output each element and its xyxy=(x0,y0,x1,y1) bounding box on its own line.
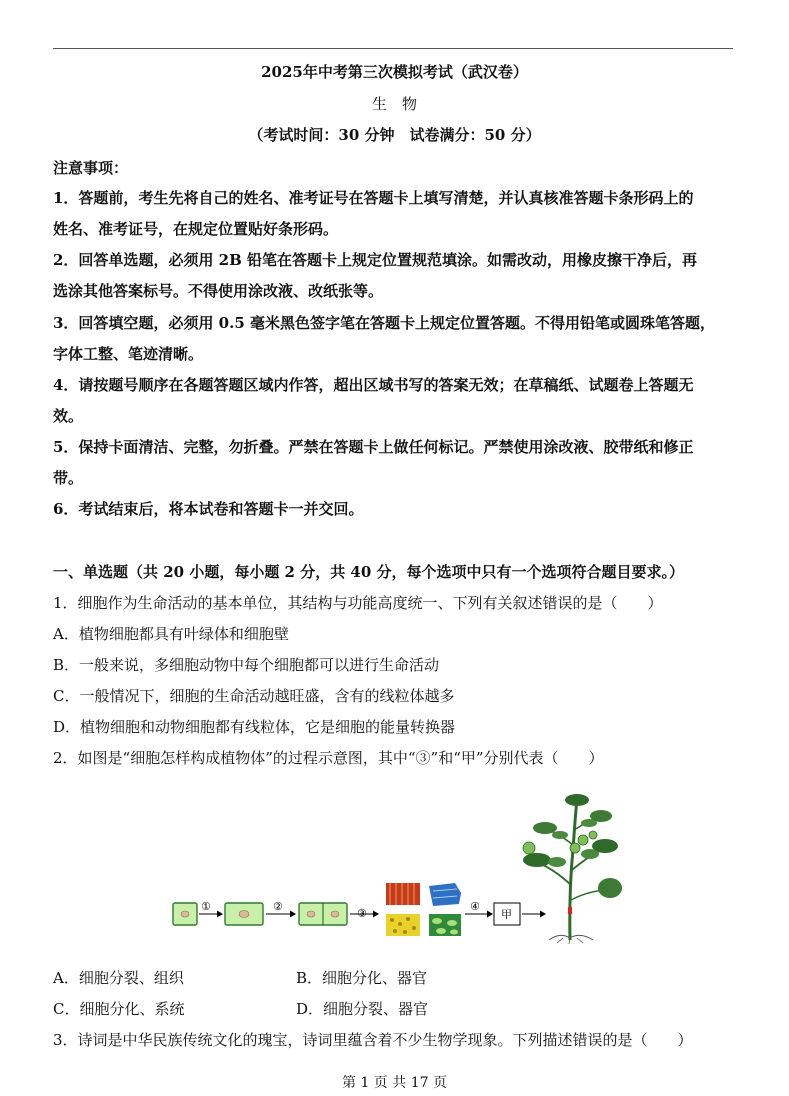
note-line: 带。 xyxy=(53,469,84,487)
note-line: 字体工整、笔迹清晰。 xyxy=(53,345,204,363)
exam-meta: （考试时间：30 分钟 试卷满分：50 分） xyxy=(248,126,541,144)
question-2-option-d: D．细胞分裂、器官 xyxy=(296,1000,429,1018)
question-1-option-d: D．植物细胞和动物细胞都有线粒体，它是细胞的能量转换器 xyxy=(53,718,456,736)
note-line: 2．回答单选题，必须用 2B 铅笔在答题卡上规定位置规范填涂。如需改动，用橡皮擦干净后，再 xyxy=(53,251,698,269)
note-line: 姓名、准考证号，在规定位置贴好条形码。 xyxy=(53,220,339,238)
growing-cell-illustration xyxy=(225,903,263,925)
tissue-samples-illustration xyxy=(386,883,461,936)
question-1-stem: 1．细胞作为生命活动的基本单位，其结构与功能高度统一、下列有关叙述错误的是（ ） xyxy=(53,594,663,612)
question-3-stem: 3．诗词是中华民族传统文化的瑰宝，诗词里蕴含着不少生物学现象。下列描述错误的是（ ） xyxy=(53,1031,693,1049)
step-label-3: ③ xyxy=(357,907,367,920)
subject-title: 生 物 xyxy=(371,95,417,113)
note-line: 6．考试结束后，将本试卷和答题卡一并交回。 xyxy=(53,500,364,518)
exam-title: 2025年中考第三次模拟考试（武汉卷） xyxy=(261,63,528,81)
step-label-1: ① xyxy=(201,900,211,913)
question-2-option-b: B．细胞分化、器官 xyxy=(296,969,428,987)
note-line: 5．保持卡面清洁、完整，勿折叠。严禁在答题卡上做任何标记。严禁使用涂改液、胶带纸和修正 xyxy=(53,438,694,456)
question-2-option-c: C．细胞分化、系统 xyxy=(53,1000,185,1018)
notes-heading: 注意事项： xyxy=(53,159,129,177)
step-label-4: ④ xyxy=(470,900,480,913)
single-cell-illustration xyxy=(173,903,197,925)
divided-cells-illustration xyxy=(299,903,347,925)
question-2-stem: 2．如图是“细胞怎样构成植物体”的过程示意图，其中“③”和“甲”分别代表（ ） xyxy=(53,749,604,767)
note-line: 选涂其他答案标号。不得使用涂改液、改纸张等。 xyxy=(53,282,384,300)
question-2-figure xyxy=(165,790,635,950)
note-line: 3．回答填空题，必须用 0.5 毫米黑色签字笔在答题卡上规定位置答题。不得用铅笔或圆珠笔答题， xyxy=(53,314,715,332)
note-line: 4．请按题号顺序在各题答题区域内作答，超出区域书写的答案无效；在草稿纸、试题卷上答题无 xyxy=(53,376,694,394)
top-rule xyxy=(53,48,733,49)
question-1-option-a: A．植物细胞都具有叶绿体和细胞壁 xyxy=(53,625,289,643)
page-footer: 第 1 页 共 17 页 xyxy=(342,1075,447,1091)
question-2-options-row-2 xyxy=(53,999,743,1019)
question-2-option-a: A．细胞分裂、组织 xyxy=(53,969,184,987)
question-1-option-c: C．一般情况下，细胞的生命活动越旺盛，含有的线粒体越多 xyxy=(53,687,455,705)
note-line: 效。 xyxy=(53,407,84,425)
question-1-option-b: B．一般来说，多细胞动物中每个细胞都可以进行生命活动 xyxy=(53,656,440,674)
tomato-plant-illustration xyxy=(523,794,622,944)
section-heading: 一、单选题（共 20 小题，每小题 2 分，共 40 分，每个选项中只有一个选项符合题目要求。） xyxy=(53,563,685,581)
step-label-2: ② xyxy=(273,900,283,913)
note-line: 1．答题前，考生先将自己的姓名、准考证号在答题卡上填写清楚，并认真核准答题卡条形码上的 xyxy=(53,189,694,207)
question-2-options-row-1 xyxy=(53,968,743,988)
organ-box-label: 甲 xyxy=(501,908,512,921)
